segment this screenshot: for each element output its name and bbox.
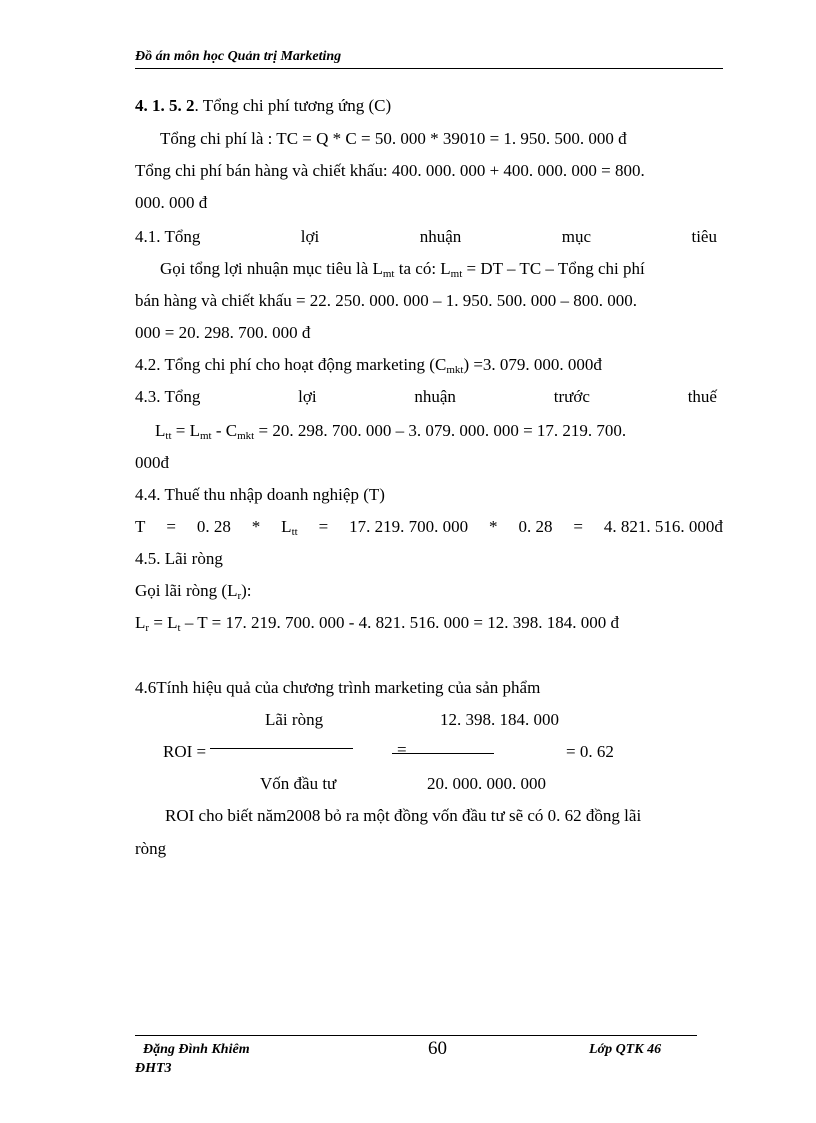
text-run: – T = 17. 219. 700. 000 - 4. 821. 516. 000 = 12. 398. 184. 000 đ — [180, 613, 619, 632]
heading-word: 4.1. Tổng — [135, 227, 201, 246]
roi-result: = 0. 62 — [566, 742, 614, 761]
section-title: . Tổng chi phí tương ứng (C) — [194, 96, 392, 115]
text-run: = L — [149, 613, 178, 632]
paragraph-pretax-profit-line2: 000đ — [135, 453, 169, 472]
paragraph-net-profit-def — [135, 581, 252, 601]
text-run: L — [155, 421, 166, 440]
paragraph-selling-cost-line1: Tổng chi phí bán hàng và chiết khấu: 400. 000. 000 + 400. 000. 000 = 800. — [135, 161, 645, 180]
heading-4-4: 4.4. Thuế thu nhập doanh nghiệp (T) — [135, 485, 385, 504]
paragraph-target-profit-line2: bán hàng và chiết khấu = 22. 250. 000. 000 – 1. 950. 500. 000 – 800. 000. — [135, 291, 638, 310]
subscript: tt — [291, 526, 298, 538]
formula-net-profit — [135, 613, 619, 633]
heading-word: lợi — [300, 227, 320, 246]
paragraph-total-cost: Tổng chi phí là : TC = Q * C = 50. 000 * 39010 = 1. 950. 500. 000 đ — [160, 129, 627, 148]
subscript: mkt — [237, 430, 255, 442]
formula-token: * — [489, 517, 498, 536]
subscript: mkt — [446, 364, 464, 376]
subscript: tt — [165, 430, 172, 442]
subscript: mt — [382, 268, 395, 280]
formula-token: = — [318, 517, 329, 536]
heading-word: nhuận — [414, 387, 456, 406]
text-run: ): — [241, 581, 252, 600]
heading-word: mục — [561, 227, 591, 246]
section-number: 4. 1. 5. 2 — [135, 96, 195, 115]
heading-4-1 — [135, 227, 717, 247]
paragraph-roi-line1: ROI cho biết năm2008 bỏ ra một đồng vốn đầu tư sẽ có 0. 62 đồng lãi — [165, 806, 642, 825]
subscript: r — [145, 622, 150, 634]
formula-token: 0. 28 — [518, 517, 553, 536]
formula-tax — [135, 517, 723, 537]
header-rule — [135, 68, 723, 69]
page-header-title: Đồ án môn học Quản trị Marketing — [135, 49, 342, 64]
text-run: 4.2. Tổng chi phí cho hoạt động marketing (C — [135, 355, 447, 374]
heading-word: thuế — [687, 387, 717, 406]
heading-4-5: 4.5. Lãi ròng — [135, 549, 223, 568]
footer-rule — [135, 1035, 697, 1036]
paragraph-target-profit-line3: 000 = 20. 298. 700. 000 đ — [135, 323, 311, 342]
text-run: Gọi lãi ròng (L — [135, 581, 238, 600]
heading-word: 4.3. Tổng — [135, 387, 201, 406]
heading-word: trước — [553, 387, 590, 406]
roi-equals: = — [397, 740, 407, 759]
footer-page-number: 60 — [428, 1038, 447, 1059]
text-run: Gọi tổng lợi nhuận mục tiêu là L — [160, 259, 383, 278]
roi-fraction-bar-right — [392, 753, 494, 754]
formula-token: 4. 821. 516. 000đ — [603, 517, 723, 536]
text-run: ) =3. 079. 000. 000đ — [463, 355, 602, 374]
heading-4-3 — [135, 387, 717, 407]
roi-denominator-label: Vốn đầu tư — [260, 774, 337, 793]
formula-token: = — [573, 517, 583, 536]
paragraph-pretax-profit-line1 — [155, 421, 626, 441]
formula-token: 0. 28 — [196, 517, 231, 536]
text-run: = DT – TC – Tổng chi phí — [462, 259, 645, 278]
roi-lhs: ROI = — [163, 742, 207, 761]
roi-numerator-value: 12. 398. 184. 000 — [440, 710, 559, 729]
roi-numerator-label: Lãi ròng — [265, 710, 324, 729]
subscript: mt — [450, 268, 463, 280]
footer-class: Lớp QTK 46 — [589, 1042, 662, 1057]
footer-dept: ĐHT3 — [135, 1061, 172, 1076]
heading-word: lợi — [298, 387, 317, 406]
formula-token: 17. 219. 700. 000 — [349, 517, 469, 536]
heading-word: tiêu — [691, 227, 717, 246]
subscript: mt — [200, 430, 212, 442]
formula-token: $L_{tt}$ — [281, 517, 298, 538]
formula-token: * — [251, 517, 261, 536]
text-run: - C — [211, 421, 238, 440]
text-run: ta có: L — [394, 259, 451, 278]
subscript: r — [237, 590, 242, 602]
section-heading-4152 — [135, 96, 391, 116]
formula-token: = — [166, 517, 176, 536]
subscript: t — [177, 622, 181, 634]
formula-token: T — [135, 517, 146, 536]
paragraph-roi-line2: ròng — [135, 839, 167, 858]
roi-denominator-value: 20. 000. 000. 000 — [427, 774, 546, 793]
heading-4-2 — [135, 355, 602, 375]
heading-word: nhuận — [419, 227, 462, 246]
paragraph-target-profit-line1 — [160, 259, 645, 279]
footer-author: Đặng Đình Khiêm — [143, 1042, 250, 1057]
text-run: = 20. 298. 700. 000 – 3. 079. 000. 000 = 17. 219. 700. — [254, 421, 627, 440]
text-run: L — [135, 613, 146, 632]
roi-fraction-bar-left — [210, 748, 353, 749]
text-run: = L — [171, 421, 200, 440]
paragraph-selling-cost-line2: 000. 000 đ — [135, 193, 208, 212]
heading-4-6: 4.6Tính hiệu quả của chương trình marketing của sản phẩm — [135, 678, 541, 697]
